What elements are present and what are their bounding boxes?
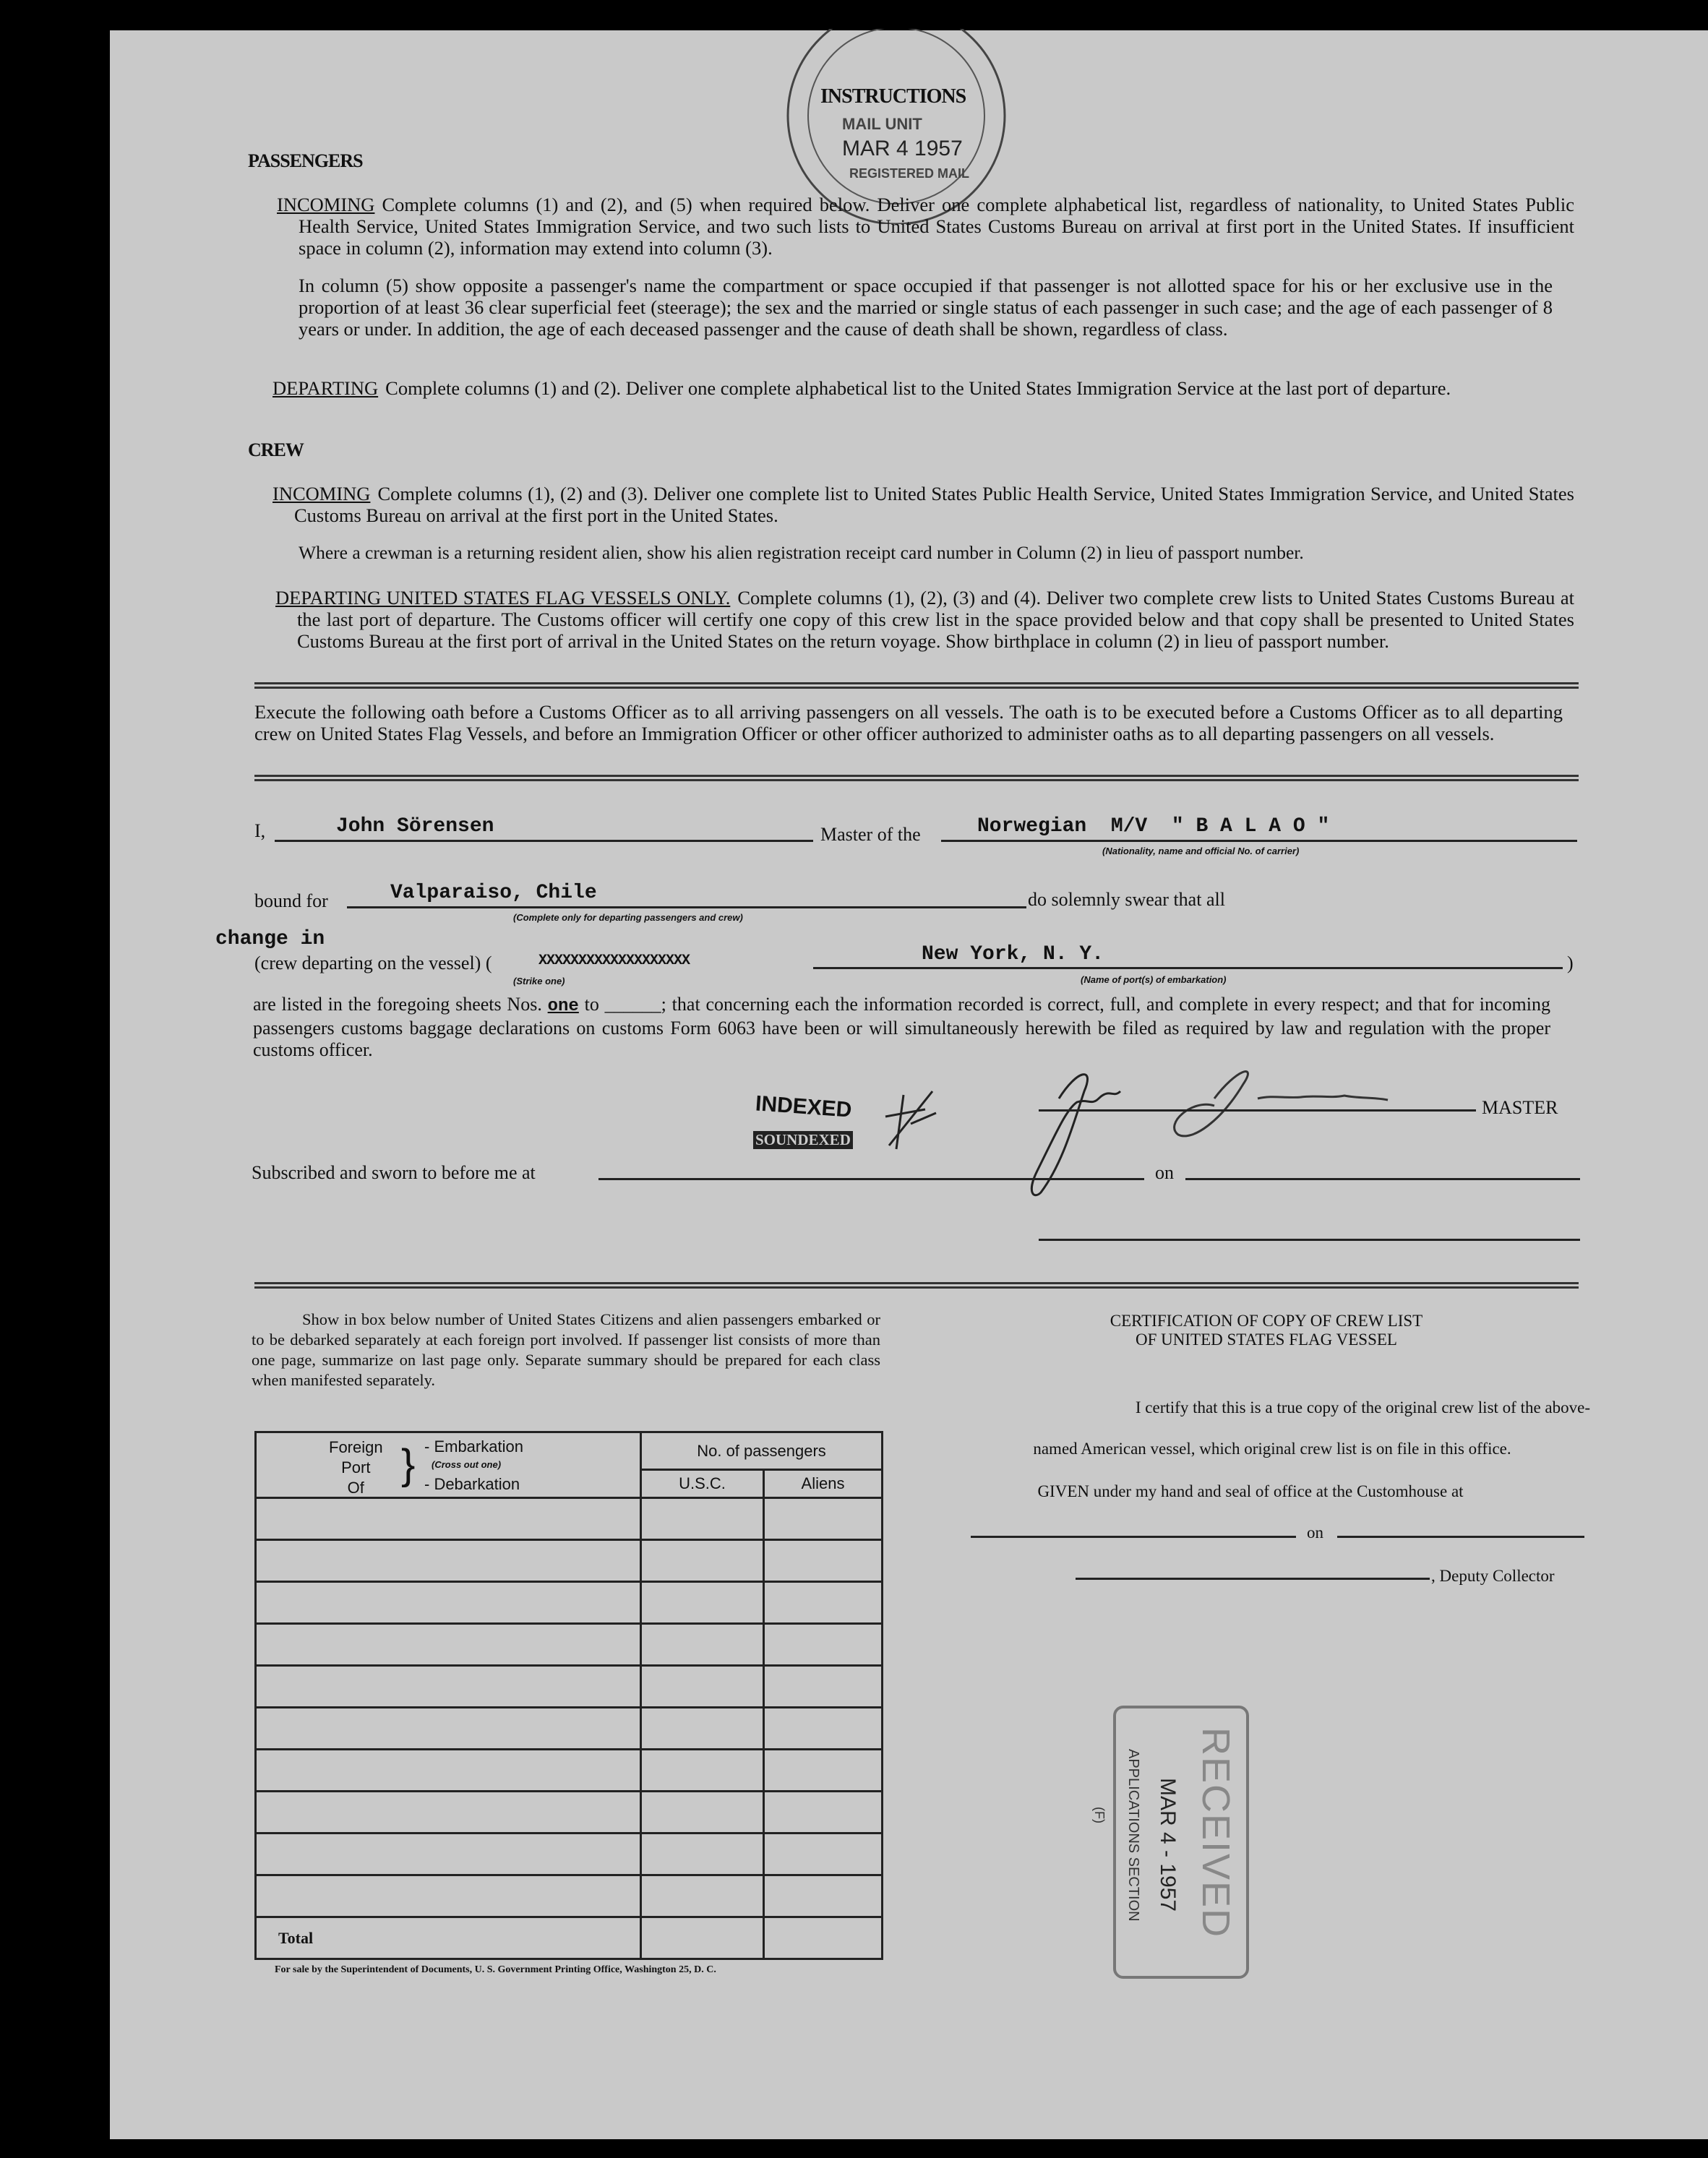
usc-cell[interactable]: [641, 1582, 764, 1624]
usc-cell[interactable]: [641, 1498, 764, 1540]
on-label: on: [1155, 1162, 1174, 1183]
summary-row: [256, 1792, 883, 1834]
initials-mark: [882, 1088, 940, 1153]
oath-statement: are listed in the foregoing sheets Nos. one to ______; that concerning each the information recorded is correct, full, and complete in every respect; and that for incoming passengers customs baggage declarations on customs Form 6063 have been or will simultaneously herewith be filed as required by law and regulation with the proper customs officer.: [253, 994, 1551, 1060]
port-header-cell: [256, 1432, 641, 1498]
received-stamp-date: MAR 4 - 1957: [1156, 1778, 1180, 1912]
passengers-header-cell: No. of passengers: [641, 1432, 883, 1470]
usc-cell[interactable]: [641, 1666, 764, 1708]
struck-out-text: XXXXXXXXXXXXXXXXXXX: [538, 953, 690, 969]
signature-line[interactable]: [1039, 1109, 1476, 1112]
aliens-cell[interactable]: [764, 1582, 883, 1624]
divider-double-rule: [254, 1282, 1579, 1289]
passengers-heading: PASSENGERS: [248, 150, 363, 171]
strike-caption: (Strike one): [513, 976, 565, 986]
summary-row: [256, 1540, 883, 1582]
total-aliens-cell[interactable]: [764, 1917, 883, 1959]
debarkation-label: - Debarkation: [424, 1475, 520, 1493]
postmark-date: MAR 4 1957: [842, 137, 963, 160]
postmark-mail-unit: MAIL UNIT: [842, 115, 922, 133]
usc-cell[interactable]: [641, 1834, 764, 1875]
foreign-label: Foreign: [329, 1438, 383, 1456]
of-label: Of: [347, 1479, 364, 1497]
crew-heading: CREW: [248, 439, 304, 460]
passengers-departing: [272, 377, 1574, 399]
summary-total-row: [256, 1917, 883, 1959]
received-stamp-code: (F): [1092, 1807, 1107, 1823]
passenger-summary-table: [254, 1431, 883, 1960]
port-cell[interactable]: [256, 1708, 641, 1750]
bound-for-label: bound for: [254, 890, 328, 911]
total-label: Total: [256, 1917, 641, 1959]
port-cell[interactable]: [256, 1540, 641, 1582]
summary-instructions: Show in box below number of United States Citizens and alien passengers embarked or to be debarked separately at each foreign port involved. If passenger list consists of more than one page, summarize on last page only. Separate summary should be prepared for each class when manifested separately.: [252, 1310, 880, 1389]
vessel-caption: (Nationality, name and official No. of carrier): [1102, 846, 1300, 856]
footer-printing-note: For sale by the Superintendent of Documents, U. S. Government Printing Office, Washington 25, D. C.: [275, 1964, 716, 1975]
certification-title: [1050, 1312, 1483, 1349]
master-label: MASTER: [1482, 1097, 1558, 1118]
bound-caption: (Complete only for departing passengers and crew): [513, 912, 743, 923]
certification-line3: GIVEN under my hand and seal of office at the Customhouse at: [1037, 1482, 1464, 1500]
port-cell[interactable]: [256, 1875, 641, 1917]
crew-incoming-text: Complete columns (1), (2) and (3). Deliver one complete list to United States Public Health Service, United States Immigration Service, and United States Customs Bureau on arrival at the first port in the United States.: [294, 483, 1574, 526]
certification-title-line1: CERTIFICATION OF COPY OF CREW LIST: [1110, 1312, 1423, 1330]
i-label: I,: [254, 820, 266, 841]
port-caption: (Name of port(s) of embarkation): [1081, 974, 1227, 985]
bound-for-value: Valparaiso, Chile: [390, 882, 597, 904]
usc-cell[interactable]: [641, 1792, 764, 1834]
postmark-registered: REGISTERED MAIL: [849, 166, 970, 181]
cert-date-field[interactable]: [1337, 1536, 1584, 1538]
usc-cell[interactable]: [641, 1875, 764, 1917]
summary-row: [256, 1666, 883, 1708]
embarkation-label: - Embarkation: [424, 1437, 523, 1456]
listed-pre: are listed in the foregoing sheets Nos.: [253, 994, 542, 1015]
listed-post: ; that concerning each the information recorded is correct, full, and complete in every respect; and that for incoming passengers customs baggage declarations on customs Form 6063 have been or will simultaneously herewith be filed as required by law and regulation with the proper customs officer.: [253, 994, 1551, 1060]
officer-signature-field[interactable]: [1039, 1239, 1580, 1241]
crew-departing: [275, 587, 1574, 652]
aliens-cell[interactable]: [764, 1792, 883, 1834]
departing-label: DEPARTING: [272, 377, 379, 399]
crew-incoming: [272, 483, 1574, 526]
master-of-label: Master of the: [820, 824, 921, 845]
port-cell[interactable]: [256, 1666, 641, 1708]
passengers-column5: In column (5) show opposite a passenger's name the compartment or space occupied if that passenger is not allotted space for his or her exclusive use in the proportion of at least 36 clear superficial feet (steerage); the sex and the married or single status of each passenger in such case; and the age of each passenger of 8 years or under. In addition, the age of each deceased passenger and the cause of death shall be shown, regardless of class.: [299, 275, 1553, 340]
summary-row: [256, 1582, 883, 1624]
deputy-collector-label: , Deputy Collector: [1431, 1567, 1555, 1585]
passengers-incoming: [277, 194, 1574, 259]
port-field[interactable]: [813, 967, 1563, 969]
certification-line1: I certify that this is a true copy of the original crew list of the above-: [1135, 1398, 1590, 1417]
incoming-label: INCOMING: [277, 194, 375, 215]
sworn-date-field[interactable]: [1185, 1178, 1580, 1180]
summary-row: [256, 1875, 883, 1917]
summary-row: [256, 1750, 883, 1792]
aliens-cell[interactable]: [764, 1834, 883, 1875]
crew-departing-label: DEPARTING UNITED STATES FLAG VESSELS ONLY.: [275, 587, 731, 609]
summary-row: [256, 1834, 883, 1875]
port-cell[interactable]: [256, 1792, 641, 1834]
usc-cell[interactable]: [641, 1750, 764, 1792]
summary-row: [256, 1498, 883, 1540]
sworn-place-field[interactable]: [598, 1178, 1144, 1180]
crew-incoming-label: INCOMING: [272, 483, 371, 504]
port-cell[interactable]: [256, 1498, 641, 1540]
usc-header: U.S.C.: [641, 1470, 764, 1498]
aliens-cell[interactable]: [764, 1708, 883, 1750]
total-usc-cell[interactable]: [641, 1917, 764, 1959]
received-stamp-section: APPLICATIONS SECTION: [1125, 1749, 1141, 1922]
vessel-field[interactable]: [941, 840, 1577, 842]
aliens-cell[interactable]: [764, 1498, 883, 1540]
divider-double-rule: [254, 775, 1579, 781]
master-name-field[interactable]: [275, 840, 813, 842]
brace-icon: }: [401, 1441, 416, 1488]
summary-row: [256, 1708, 883, 1750]
close-paren: ): [1567, 953, 1574, 973]
to-label: to: [584, 994, 599, 1015]
port-cell[interactable]: [256, 1750, 641, 1792]
aliens-cell[interactable]: [764, 1875, 883, 1917]
usc-cell[interactable]: [641, 1540, 764, 1582]
port-value: New York, N. Y.: [922, 943, 1104, 966]
aliens-cell[interactable]: [764, 1540, 883, 1582]
cert-on-label: on: [1307, 1523, 1323, 1542]
divider-double-rule: [254, 682, 1579, 689]
port-label: Port: [341, 1458, 371, 1476]
crew-resident-alien: Where a crewman is a returning resident alien, show his alien registration receipt card number in Column (2) in lieu of passport number.: [299, 542, 1304, 563]
departing-text: Complete columns (1) and (2). Deliver one complete alphabetical list to the United States Immigration Service at the last port of departure.: [385, 377, 1451, 399]
usc-cell[interactable]: [641, 1708, 764, 1750]
certification-title-line2: OF UNITED STATES FLAG VESSEL: [1136, 1331, 1397, 1349]
vessel-name: Norwegian M/V " B A L A O ": [977, 815, 1330, 838]
cross-out-label: (Cross out one): [432, 1459, 502, 1470]
port-cell[interactable]: [256, 1624, 641, 1666]
customhouse-field[interactable]: [971, 1536, 1296, 1538]
aliens-cell[interactable]: [764, 1750, 883, 1792]
sheet-from: one: [547, 997, 579, 1016]
usc-cell[interactable]: [641, 1624, 764, 1666]
port-cell[interactable]: [256, 1834, 641, 1875]
received-stamp-text: RECEIVED: [1194, 1727, 1237, 1939]
summary-row: [256, 1624, 883, 1666]
change-in-typed: change in: [215, 928, 325, 950]
port-cell[interactable]: [256, 1582, 641, 1624]
aliens-header: Aliens: [764, 1470, 883, 1498]
deputy-collector-field[interactable]: [1076, 1578, 1430, 1580]
master-name: John Sörensen: [336, 815, 494, 838]
aliens-cell[interactable]: [764, 1624, 883, 1666]
oath-instructions: Execute the following oath before a Customs Officer as to all arriving passengers on all vessels. The oath is to be executed before a Customs Officer as to all departing crew on United States Flag Vessels, and before an Immigration Officer or other officer authorized to administer oaths as to all departing passengers on all vessels.: [254, 701, 1563, 744]
indexed-stamp: INDEXED: [755, 1091, 853, 1122]
swear-text: do solemnly swear that all: [1028, 889, 1225, 910]
crew-departing-text: Complete columns (1), (2), (3) and (4). Deliver two complete crew lists to United States Customs Bureau at the last port of departure. The Customs officer will certify one copy of this crew list in the space provided below and that copy shall be presented to United States Customs Bureau at the first port of arrival in the United States on the return voyage. Show birthplace in column (2) in lieu of passport number.: [297, 587, 1574, 652]
bound-for-field[interactable]: [347, 906, 1026, 908]
subscribed-label: Subscribed and sworn to before me at: [252, 1162, 536, 1183]
soundexed-stamp: SOUNDEXED: [753, 1131, 853, 1149]
instructions-title: INSTRUCTIONS: [820, 85, 966, 108]
aliens-cell[interactable]: [764, 1666, 883, 1708]
crew-departing-label: (crew departing on the vessel) (: [254, 953, 492, 973]
incoming-text: Complete columns (1) and (2), and (5) when required below. Deliver one complete alphabetical list, regardless of nationality, to United States Public Health Service, United States Immigration Service, and two such lists to United States Customs Bureau on arrival at first port in the United States. If insufficient space in column (2), information may extend into column (3).: [299, 194, 1574, 259]
certification-line2: named American vessel, which original crew list is on file in this office.: [1033, 1440, 1511, 1458]
